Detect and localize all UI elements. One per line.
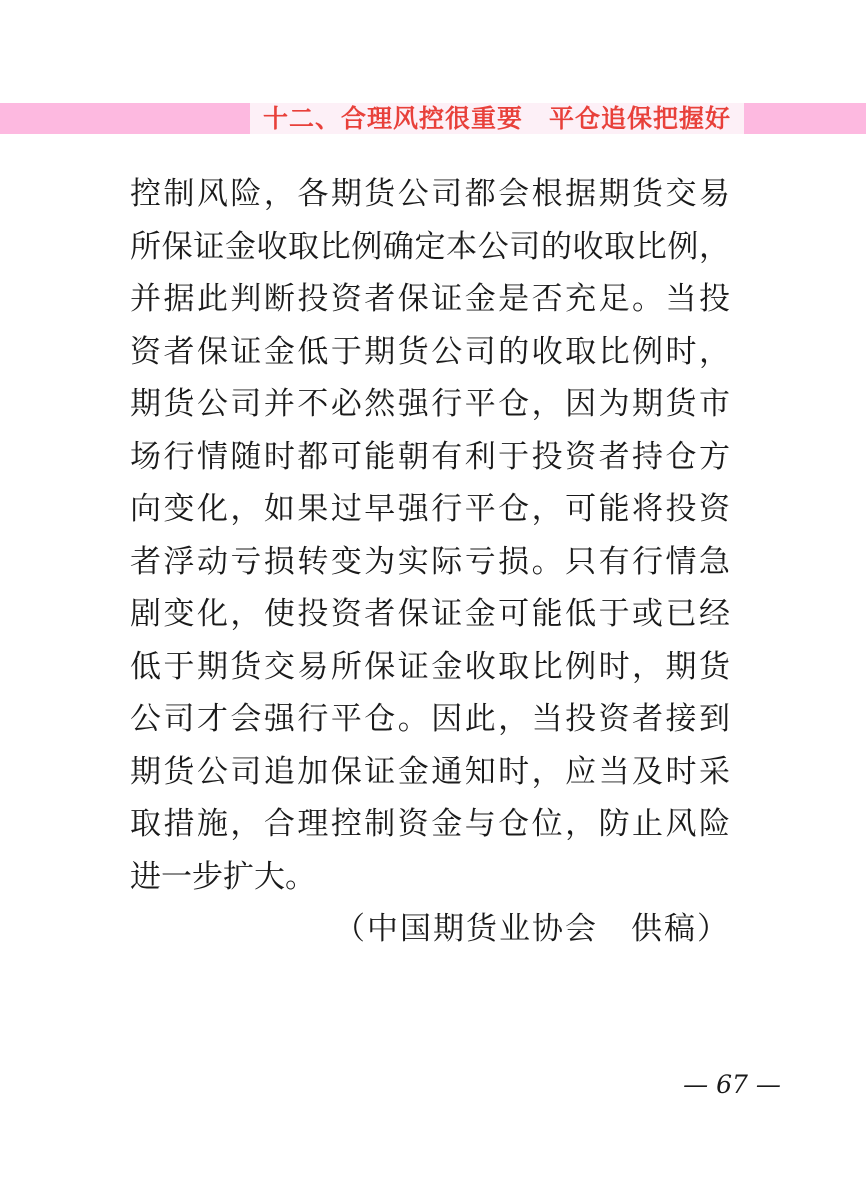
header-pink-bar-left bbox=[0, 103, 250, 134]
header-pink-bar-right bbox=[744, 103, 866, 134]
body-text bbox=[130, 168, 730, 956]
text-line: 控制风险，各期货公司都会根据期货交易 bbox=[130, 176, 730, 212]
text-line: 低于期货交易所保证金收取比例时，期货 bbox=[130, 648, 730, 685]
text-line: 公司才会强行平仓。因此，当投资者接到 bbox=[130, 701, 730, 737]
text-line: 场行情随时都可能朝有利于投资者持仓方 bbox=[130, 438, 730, 475]
text-line: 并据此判断投资者保证金是否充足。当投 bbox=[130, 281, 730, 317]
text-line: 进一步扩大。 bbox=[130, 858, 316, 895]
text-line: 取措施，合理控制资金与仓位，防止风险 bbox=[130, 806, 730, 842]
text-line: 期货公司追加保证金通知时，应当及时采 bbox=[130, 753, 730, 790]
text-line: 剧变化，使投资者保证金可能低于或已经 bbox=[130, 596, 730, 632]
chapter-title: 十二、合理风控很重要 平仓追保把握好 bbox=[263, 104, 732, 133]
text-line: 期货公司并不必然强行平仓，因为期货市 bbox=[130, 386, 730, 422]
text-line: 向变化，如果过早强行平仓，可能将投资 bbox=[130, 491, 730, 527]
page-number: — 67 — bbox=[683, 1070, 781, 1099]
text-line: 所保证金收取比例确定本公司的收取比例， bbox=[130, 228, 730, 265]
text-line: 者浮动亏损转变为实际亏损。只有行情急 bbox=[130, 543, 730, 580]
text-line: 资者保证金低于期货公司的收取比例时， bbox=[130, 333, 730, 370]
chapter-header-banner bbox=[0, 103, 866, 134]
attribution-line: （中国期货业协会 供稿） bbox=[334, 911, 730, 947]
